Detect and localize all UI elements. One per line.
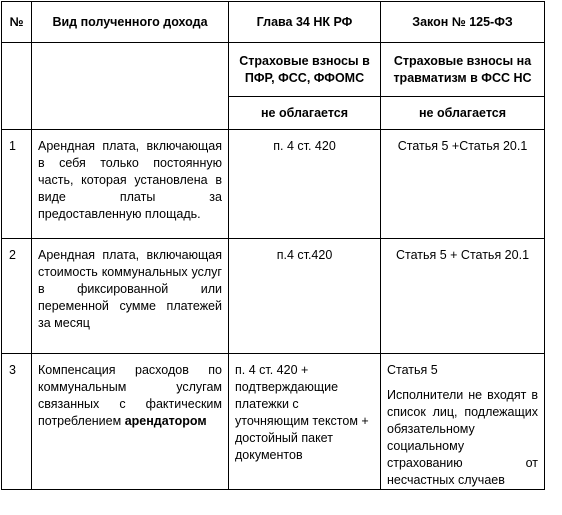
status-chapter-34: не облагается bbox=[229, 97, 381, 130]
row-number: 1 bbox=[2, 130, 32, 239]
subheader-law-125: Страховые взносы на травматизм в ФСС НС bbox=[381, 43, 545, 97]
row-chapter-34: п. 4 ст. 420 + подтверждающие платежки с уточняющим текстом + достойный пакет документов bbox=[229, 354, 381, 490]
income-table bbox=[1, 1, 545, 490]
header-law-125: Закон № 125-ФЗ bbox=[381, 2, 545, 43]
row-law-125: Статья 5 + Статья 20.1 bbox=[381, 239, 545, 354]
row-law-title: Статья 5 bbox=[387, 363, 438, 377]
row-income-type bbox=[32, 354, 229, 490]
row-chapter-34: п.4 ст.420 bbox=[229, 239, 381, 354]
header-income-type: Вид полученного дохода bbox=[32, 2, 229, 43]
subheader-row bbox=[2, 43, 545, 97]
row-income-type-bold: арендатором bbox=[124, 414, 207, 428]
row-income-type: Арендная плата, включающая стоимость коммунальных услуг в фиксированной или переменной сумме платежей за месяц bbox=[32, 239, 229, 354]
row-chapter-34: п. 4 ст. 420 bbox=[229, 130, 381, 239]
row-law-note: Исполнители не входят в список лиц, подлежащих обязательному социальному страхованию от несчастных случаев bbox=[387, 388, 538, 487]
row-law-125: Статья 5 +Статья 20.1 bbox=[381, 130, 545, 239]
table-row bbox=[2, 130, 545, 239]
row-number: 2 bbox=[2, 239, 32, 354]
header-num: № bbox=[2, 2, 32, 43]
row-income-type: Арендная плата, включающая в себя только постоянную часть, которая установлена в виде платы за предоставленную площадь. bbox=[32, 130, 229, 239]
row-law-125 bbox=[381, 354, 545, 490]
header-chapter-34: Глава 34 НК РФ bbox=[229, 2, 381, 43]
row-number: 3 bbox=[2, 354, 32, 490]
status-law-125: не облагается bbox=[381, 97, 545, 130]
blank-cell bbox=[32, 43, 229, 130]
header-row bbox=[2, 2, 545, 43]
row-income-type-text: Компенсация расходов по коммунальным услугам связанных с фактическим потреблением bbox=[38, 363, 222, 428]
table-row bbox=[2, 354, 545, 490]
table-row bbox=[2, 239, 545, 354]
subheader-chapter-34: Страховые взносы в ПФР, ФСС, ФФОМС bbox=[229, 43, 381, 97]
blank-cell bbox=[2, 43, 32, 130]
